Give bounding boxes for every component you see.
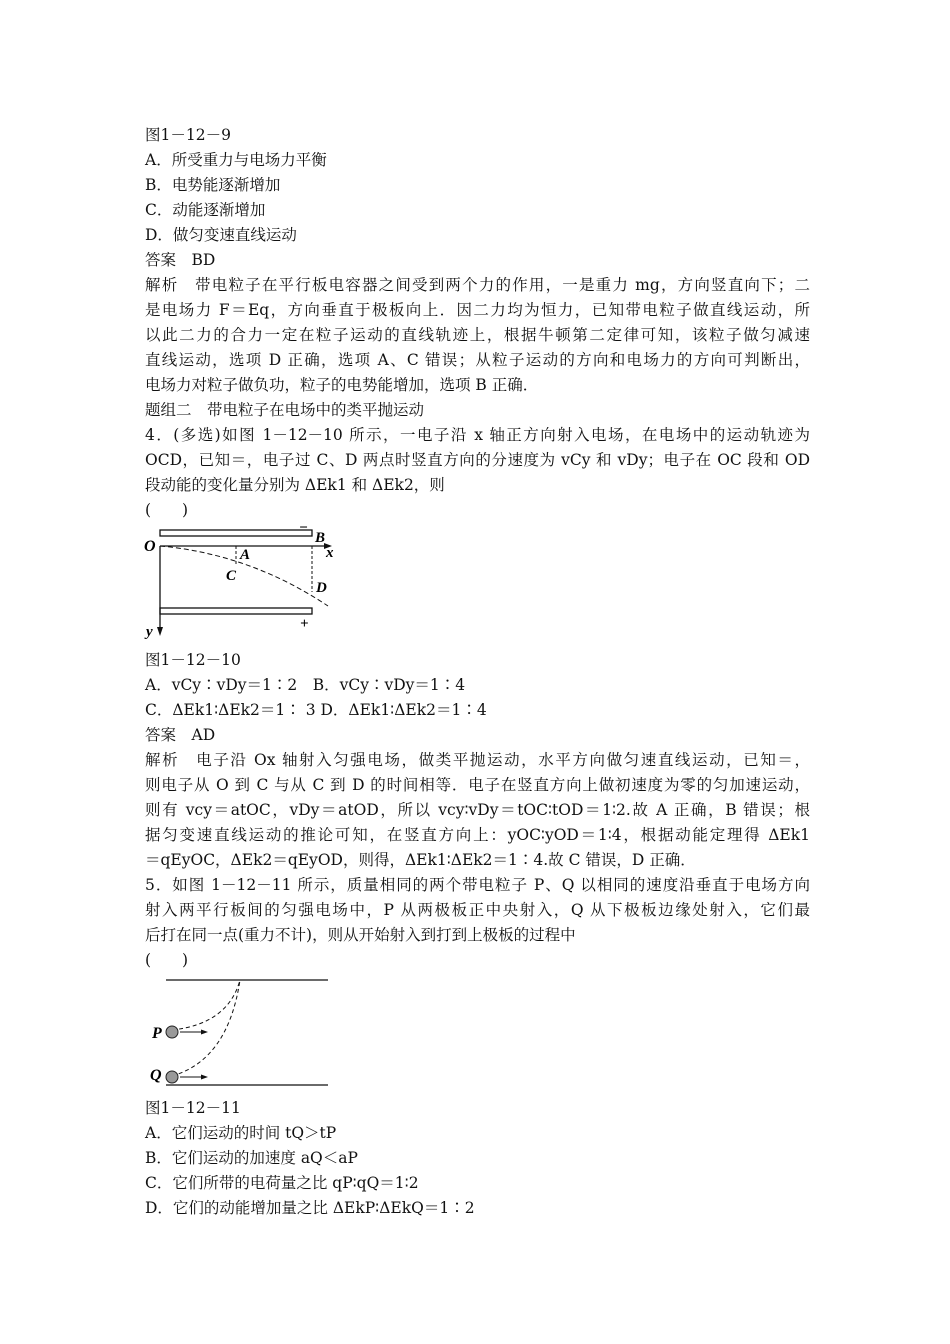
option-d: D．做匀变速直线运动: [145, 226, 297, 244]
label-minus: −: [299, 522, 309, 536]
label-d: D: [316, 580, 327, 596]
analysis-line: 电场力对粒子做负功，粒子的电势能增加，选项 B 正确．: [145, 376, 539, 394]
option-d: D．它们的动能增加量之比 ΔEkP∶ΔEkQ＝1∶2: [145, 1199, 475, 1217]
label-a: A: [240, 547, 251, 563]
option-b: B．它们运动的加速度 aQ＜aP: [145, 1149, 358, 1167]
label-c: C: [226, 568, 237, 584]
option-c: C．动能逐渐增加: [145, 201, 266, 219]
velocity-arrow-head-q: [201, 1075, 208, 1080]
analysis-line: 是电场力 F＝Eq，方向垂直于极板向上．因二力均为恒力，已知带电粒子做直线运动，所: [145, 301, 810, 319]
answer: 答案 BD: [145, 251, 216, 269]
analysis-line: 以此二力的合力一定在粒子运动的直线轨迹上，根据牛顿第二定律可知，该粒子做匀减速: [145, 326, 810, 344]
question-line: 5．如图 1－12－11 所示，质量相同的两个带电粒子 P、Q 以相同的速度沿垂直于电场方向: [145, 876, 810, 894]
analysis-line: 据匀变速直线运动的推论可知，在竖直方向上：yOC∶yOD＝1∶4，根据动能定理得 ΔEk1: [145, 826, 810, 844]
particle-q: [166, 1071, 178, 1083]
analysis-line: 则有 vcy＝atOC，vDy＝atOD，所以 vcy∶vDy＝tOC∶tOD＝1∶2.故 A 正确，B 错误；根: [145, 801, 810, 819]
answer-blank: ( ): [145, 501, 189, 519]
figure-caption: 图1－12－9: [145, 126, 231, 144]
option-b: B．电势能逐渐增加: [145, 176, 281, 194]
answer: 答案 AD: [145, 726, 216, 744]
option-a: A．它们运动的时间 tQ＞tP: [145, 1124, 337, 1142]
bottom-plate: [160, 608, 312, 614]
question-line: 4．(多选)如图 1－12－10 所示，一电子沿 x 轴正方向射入电场，在电场中的运动轨迹为: [145, 426, 810, 444]
analysis-line: 解析 电子沿 Ox 轴射入匀强电场，做类平抛运动，水平方向做匀速直线运动，已知＝，: [145, 751, 810, 769]
figure-caption: 图1－12－10: [145, 651, 241, 669]
option-ab: A．vCy∶vDy＝1∶2 B．vCy∶vDy＝1∶4: [145, 676, 466, 694]
question-line: 射入两平行板间的匀强电场中，P 从两极板正中央射入，Q 从下极板边缘处射入，它们最: [145, 901, 810, 919]
option-a: A．所受重力与电场力平衡: [145, 151, 327, 169]
label-b: B: [315, 530, 326, 546]
trajectory-p: [172, 980, 240, 1030]
label-q: Q: [150, 1067, 162, 1084]
trajectory-q: [172, 980, 240, 1076]
label-x: x: [326, 545, 334, 561]
label-y: y: [146, 624, 153, 640]
option-c: C．它们所带的电荷量之比 qP∶qQ＝1∶2: [145, 1174, 419, 1192]
question-line: 段动能的变化量分别为 ΔEk1 和 ΔEk2，则: [145, 476, 445, 494]
analysis-line: 则电子从 O 到 C 与从 C 到 D 的时间相等．电子在竖直方向上做初速度为零的匀加速运动，: [145, 776, 810, 794]
capacitor-trajectory-figure: [140, 522, 340, 642]
y-axis-arrow: [157, 627, 163, 636]
question-line: 后打在同一点(重力不计)，则从开始射入到打到上极板的过程中: [145, 926, 576, 944]
question-line: OCD，已知＝，电子过 C、D 两点时竖直方向的分速度为 vCy 和 vDy；电子在 OC 段和 OD: [145, 451, 810, 469]
label-p: P: [152, 1025, 162, 1042]
analysis-line: 解析 带电粒子在平行板电容器之间受到两个力的作用，一是重力 mg，方向竖直向下；二: [145, 276, 810, 294]
section-heading: 题组二 带电粒子在电场中的类平抛运动: [145, 401, 425, 419]
option-cd: C．ΔEk1∶ΔEk2＝1∶ 3 D．ΔEk1∶ΔEk2＝1∶4: [145, 701, 487, 719]
analysis-line: 直线运动，选项 D 正确，选项 A、C 错误；从粒子运动的方向和电场力的方向可判断出，: [145, 351, 810, 369]
label-o: O: [144, 538, 156, 555]
top-plate: [160, 530, 312, 536]
analysis-line: ＝qEyOC，ΔEk2＝qEyOD，则得，ΔEk1∶ΔEk2＝1∶4.故 C 错误，D 正确．: [145, 851, 696, 869]
label-plus: +: [300, 616, 309, 632]
particle-p: [166, 1026, 178, 1038]
velocity-arrow-head-p: [201, 1030, 208, 1035]
answer-blank: ( ): [145, 951, 189, 969]
figure-caption: 图1－12－11: [145, 1099, 241, 1117]
parallel-plates-figure: [140, 972, 340, 1097]
